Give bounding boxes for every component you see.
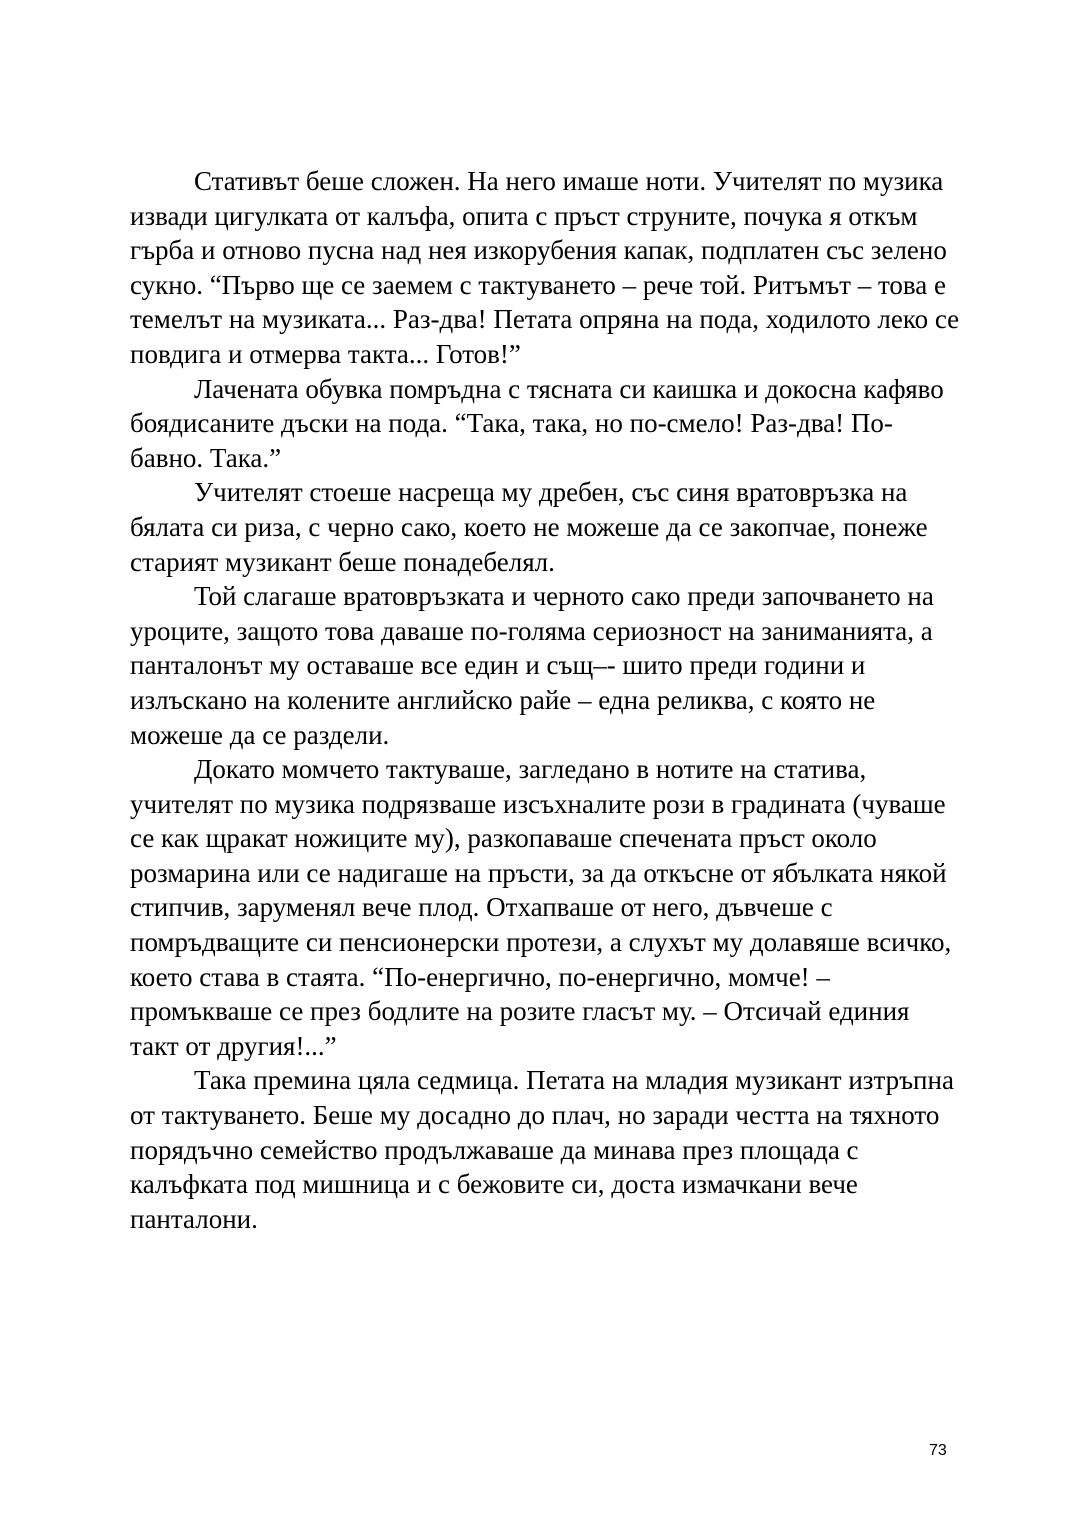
paragraph: Лачената обувка помръдна с тясната си каишка и докосна кафяво боядисаните дъски на пода. “Така, така, но по-смело! Раз-два! По-бавно. Така.”	[130, 373, 944, 473]
body-text	[130, 164, 960, 1236]
paragraph: Той слагаше вратовръзката и черното сако преди започването на уроците, защото това даваше по-голяма сериозност на заниманията, а панталонът му оставаше все един и същ–- шито преди години и излъскано на колените английско райе – една реликва, с която не можеше да се раздели.	[130, 581, 934, 750]
paragraph: Учителят стоеше насреща му дребен, със синя вратовръзка на бялата си риза, с черно сако, което не можеше да се закопчае, понеже старият музикант беше понадебелял.	[130, 477, 928, 577]
paragraph: Така премина цяла седмица. Петата на младия музикант изтръпна от тактуването. Беше му досадно до плач, но заради честта на тяхното порядъчно семейство продължаваше да минава през площада с калъфката под мишница и с бежовите си, доста измачкани вече панталони.	[130, 1065, 954, 1234]
paragraph: Стативът беше сложен. На него имаше ноти. Учителят по музика извади цигулката от калъфа, опита с пръст струните, почука я откъм гърба и отново пусна над нея изкорубения капак, подплатен със зелено сукно. “Първо ще се заемем с тактуването – рече той. Ритъмът – това е темелът на музиката... Раз-два! Петата опряна на пода, ходилото леко се повдига и отмерва такта... Готов!”	[130, 166, 960, 369]
paragraph: Докато момчето тактуваше, загледано в нотите на статива, учителят по музика подрязваше изсъхналите рози в градината (чуваше се как щракат ножиците му), разкопаваше спечената пръст около розмарина или се надигаше на пръсти, за да откъсне от ябълката някой стипчив, зарумeнял вече плод. Отхапваше от него, дъвчеше с помръдващите си пенсионерски протези, а слухът му долавяше всичко, което става в стаята. “По-енергично, по-енергично, момче! – промъкваше се през бодлите на розите гласът му. – Отсичай единия такт от другия!...”	[130, 754, 952, 1061]
page-number: 73	[929, 1442, 947, 1459]
